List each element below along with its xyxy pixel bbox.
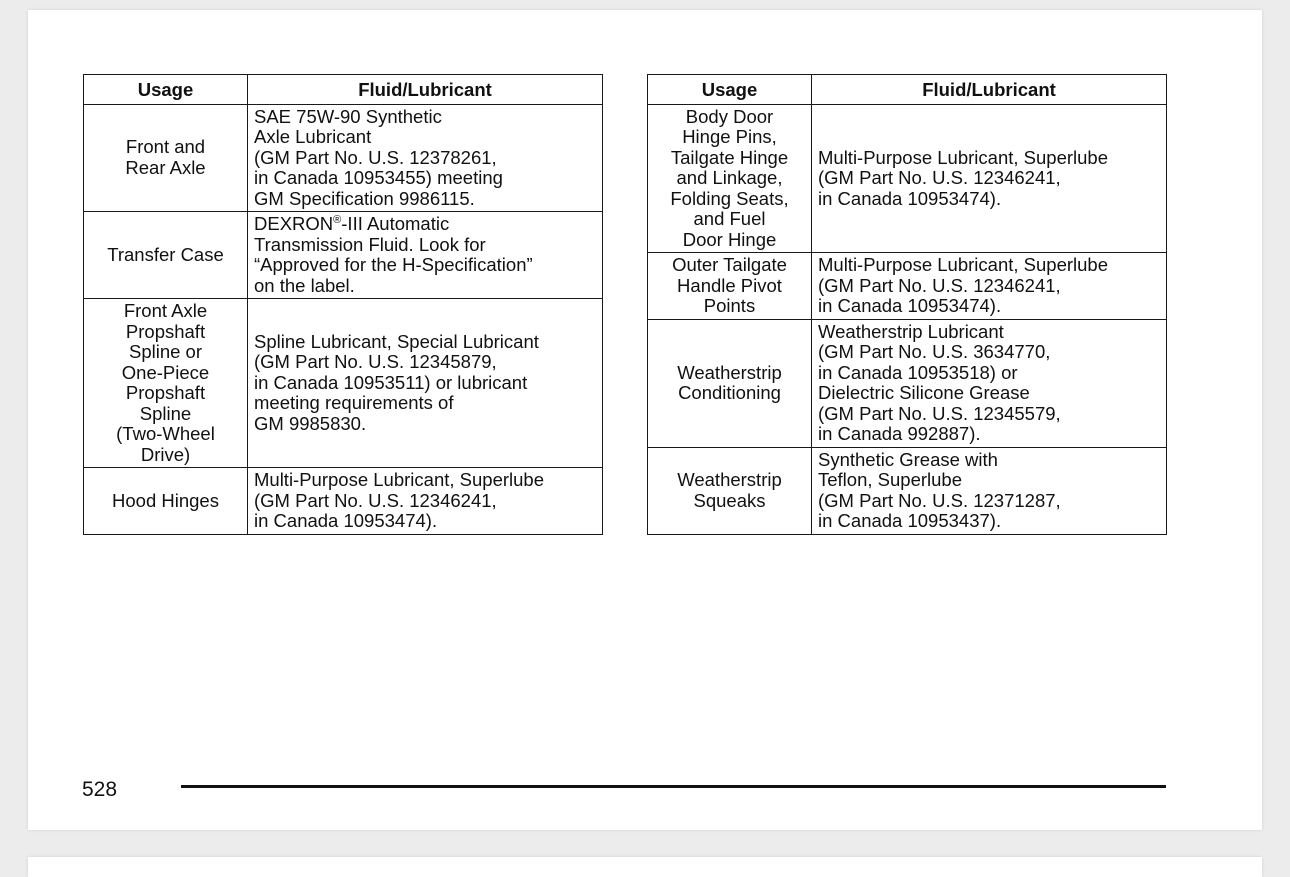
registered-mark: ® [333, 214, 342, 226]
usage-column-header: Usage [648, 75, 812, 105]
usage-line: Folding Seats, [670, 187, 789, 209]
fluid-line: Weatherstrip Lubricant [818, 320, 1004, 342]
usage-line: Weatherstrip [677, 469, 782, 490]
fluid-cell [248, 212, 603, 299]
usage-line: Tailgate Hinge [670, 146, 789, 168]
fluid-line: in Canada 10953518) or [818, 361, 1018, 383]
fluid-cell [248, 104, 603, 212]
fluid-cell [812, 319, 1167, 447]
fluid-cell [812, 253, 1167, 320]
usage-line: Spline or [128, 341, 202, 362]
usage-column-header: Usage [84, 75, 248, 105]
fluid-line: (GM Part No. U.S. 12346241, [818, 274, 1061, 296]
fluid-line: Spline Lubricant, Special Lubricant [254, 330, 539, 352]
fluid-column-header: Fluid/Lubricant [248, 75, 603, 105]
usage-line: Transfer Case [107, 243, 224, 265]
usage-line: (Two-Wheel [116, 423, 215, 444]
table-header-row [84, 75, 603, 105]
usage-line: Squeaks [693, 489, 766, 511]
usage-cell [648, 319, 812, 447]
fluid-line: Multi-Purpose Lubricant, Superlube [254, 469, 544, 490]
usage-line: Body Door [685, 105, 774, 127]
fluid-line: SAE 75W-90 Synthetic [254, 105, 442, 127]
usage-line: One-Piece [121, 361, 210, 383]
fluid-line: Dielectric Silicone Grease [818, 382, 1030, 403]
fluid-line: in Canada 10953474). [818, 187, 1002, 209]
fluid-line: Multi-Purpose Lubricant, Superlube [818, 146, 1108, 168]
fluid-line: Teflon, Superlube [818, 469, 962, 490]
fluid-line: Synthetic Grease with [818, 448, 998, 470]
usage-line: Drive) [140, 443, 191, 465]
fluid-line: (GM Part No. U.S. 12345879, [254, 351, 497, 373]
usage-line: and Fuel [693, 208, 766, 229]
fluid-line: in Canada 10953511) or lubricant [254, 371, 528, 393]
fluid-line: (GM Part No. U.S. 12371287, [818, 489, 1061, 511]
fluid-line: in Canada 10953474). [818, 295, 1002, 316]
usage-line: Door Hinge [682, 228, 777, 250]
fluid-cell [248, 468, 603, 535]
usage-line: Weatherstrip [677, 361, 782, 383]
table-row-body-door-hinges [648, 104, 1167, 253]
fluids-table-right [647, 74, 1167, 535]
fluid-line: (GM Part No. U.S. 12345579, [818, 402, 1061, 424]
usage-cell [84, 212, 248, 299]
table-row-hood-hinges [84, 468, 603, 535]
usage-cell [648, 104, 812, 253]
usage-cell [84, 468, 248, 535]
fluid-line: GM 9985830. [254, 412, 367, 434]
fluid-line: Multi-Purpose Lubricant, Superlube [818, 254, 1108, 275]
usage-cell [84, 104, 248, 212]
usage-line: Outer Tailgate [672, 254, 787, 275]
table-header-row [648, 75, 1167, 105]
table-row-front-rear-axle [84, 104, 603, 212]
fluid-line: on the label. [254, 274, 355, 296]
usage-line: Points [703, 295, 756, 316]
fluid-line: meeting requirements of [254, 392, 454, 414]
fluids-table-left [83, 74, 603, 535]
usage-line: Hinge Pins, [682, 126, 777, 147]
usage-line: Handle Pivot [677, 274, 782, 296]
usage-line: Hood Hinges [112, 489, 219, 511]
fluid-cell [812, 104, 1167, 253]
fluid-line: in Canada 992887). [818, 423, 981, 444]
usage-line: Conditioning [678, 382, 781, 403]
table-row-weatherstrip-conditioning [648, 319, 1167, 447]
fluid-line: in Canada 10953474). [254, 510, 438, 531]
fluid-line: (GM Part No. U.S. 12346241, [254, 489, 497, 511]
fluid-cell [812, 447, 1167, 534]
usage-cell [648, 447, 812, 534]
fluid-line: (GM Part No. U.S. 3634770, [818, 341, 1051, 362]
table-row-weatherstrip-squeaks [648, 447, 1167, 534]
fluid-line: (GM Part No. U.S. 12346241, [818, 167, 1061, 188]
usage-cell [84, 299, 248, 468]
fluid-line: “Approved for the H-Specification” [254, 254, 533, 275]
next-page-edge [28, 857, 1262, 877]
fluid-line: Transmission Fluid. Look for [254, 233, 486, 255]
page-number: 528 [82, 778, 118, 801]
table-row-transfer-case [84, 212, 603, 299]
fluid-line: Axle Lubricant [254, 126, 372, 147]
fluid-line: in Canada 10953455) meeting [254, 167, 503, 188]
table-row-outer-tailgate-handle [648, 253, 1167, 320]
usage-line: Propshaft [125, 320, 206, 342]
footer-rule [181, 785, 1166, 788]
fluid-line: (GM Part No. U.S. 12378261, [254, 146, 497, 168]
product-suffix: -III Automatic [341, 213, 450, 234]
manual-page [28, 10, 1262, 830]
fluid-line [254, 214, 598, 235]
usage-line: Spline [139, 402, 192, 424]
fluid-line: GM Specification 9986115. [254, 187, 475, 209]
usage-line: Rear Axle [125, 156, 206, 178]
fluid-column-header: Fluid/Lubricant [812, 75, 1167, 105]
fluid-cell [248, 299, 603, 468]
usage-line: Front and [125, 136, 206, 158]
usage-line: and Linkage, [676, 167, 783, 188]
usage-line: Propshaft [125, 382, 206, 403]
usage-cell [648, 253, 812, 320]
usage-line: Front Axle [123, 300, 208, 321]
product-name: DEXRON [254, 213, 334, 234]
table-row-front-axle-propshaft [84, 299, 603, 468]
fluid-line: in Canada 10953437). [818, 510, 1002, 531]
